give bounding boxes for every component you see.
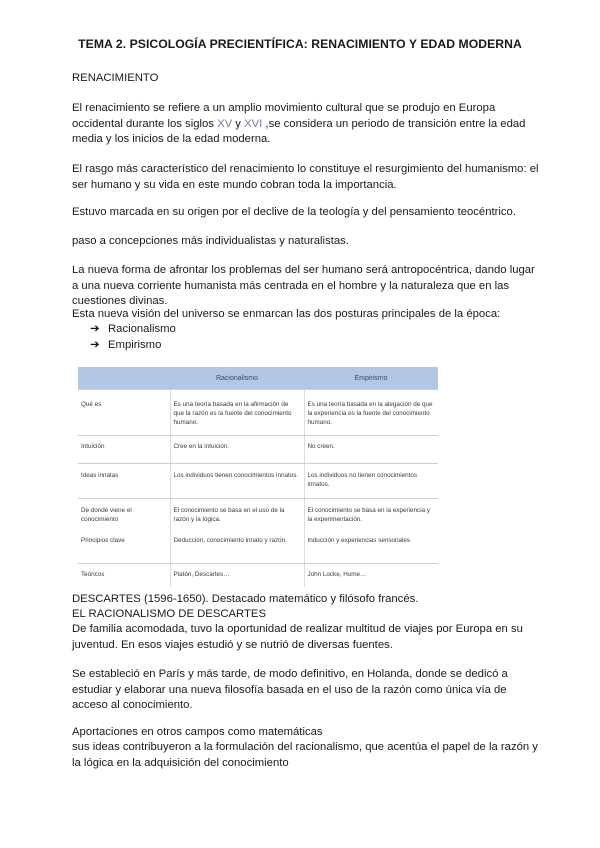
comparison-table — [78, 367, 438, 587]
table-cell: Intuición — [78, 436, 170, 464]
paragraph-ideas-racionalismo: sus ideas contribuyeron a la formulación del racionalismo, que acentúa el papel de la razón y la lógica en la adquisición del conocimiento — [72, 741, 538, 769]
arrow-right-icon: ➔ — [90, 338, 100, 351]
paragraph-renacimiento-definition — [72, 101, 542, 148]
table-row — [78, 499, 438, 532]
arrow-right-icon: ➔ — [90, 323, 100, 335]
section-heading-renacimiento: RENACIMIENTO — [72, 72, 159, 84]
table-row — [78, 531, 438, 564]
paragraph-aportaciones: Aportaciones en otros campos como matemáticas — [72, 726, 323, 738]
paragraph-humanismo: El rasgo más característico del renacimiento lo constituye el resurgimiento del humanismo: el ser humano y su vida en este mundo cobran toda la importancia. — [72, 163, 539, 191]
table-row — [78, 390, 438, 436]
century-xvi: XVI — [244, 117, 263, 130]
list-item-label: Racionalismo — [108, 323, 176, 335]
table-row — [78, 564, 438, 588]
table-cell: Es una teoría basada en la afirmación de que la razón es la fuente del conocimiento humano. — [170, 390, 304, 436]
paragraph-text: El renacimiento se refiere a un amplio movimiento cultural que se produjo en Europa occidental durante los siglos — [72, 102, 496, 130]
list-item — [90, 322, 176, 338]
table-cell: No creen. — [304, 436, 438, 464]
table-cell: Es una teoría basada en la alegación de que la experiencia es la fuente del conocimiento humano. — [304, 390, 438, 436]
table-cell: Inducción y experiencias sensoriales — [304, 531, 438, 564]
table-header-cell: Racionalismo — [170, 367, 304, 390]
paragraph-text: ,se considera un periodo de transición entre la edad media y los inicios de la edad moderna. — [72, 117, 526, 146]
paragraph-concepciones: paso a concepciones más individualistas y naturalistas. — [72, 235, 349, 247]
section-heading-racionalismo-descartes: EL RACIONALISMO DE DESCARTES — [72, 608, 266, 620]
table-cell: Cree en la intuición. — [170, 436, 304, 464]
list-item — [90, 338, 176, 354]
table-row — [78, 436, 438, 464]
table-cell: Ideas innatas — [78, 464, 170, 499]
table-cell: Principios clave — [78, 531, 170, 564]
table-cell: Los individuos no tienen conocimientos innatos. — [304, 464, 438, 499]
table-cell: El conocimiento se basa en la experiencia y la experimentación. — [304, 499, 438, 532]
table-cell: Platón, Descartes… — [170, 564, 304, 588]
table-cell: Los individuos tienen conocimientos innatos. — [170, 464, 304, 499]
list-item-label: Empirismo — [108, 338, 162, 351]
paragraph-paris-holanda: Se estableció en París y más tarde, de modo definitivo, en Holanda, donde se dedicó a estudiar y elaborar una nueva filosofía basada en el uso de la razón como única vía de acceso al conocimiento. — [72, 668, 508, 712]
table-cell: Deducción, conocimiento innato y razón. — [170, 531, 304, 564]
table-row — [78, 464, 438, 499]
century-xv: XV — [217, 117, 233, 130]
table-header-cell: Empirismo — [304, 367, 438, 390]
page-title: TEMA 2. PSICOLOGÍA PRECIENTÍFICA: RENACIMIENTO Y EDAD MODERNA — [78, 37, 522, 51]
paragraph-descartes: DESCARTES (1596-1650). Destacado matemático y filósofo francés. — [72, 593, 419, 605]
paragraph-declive-teologia: Estuvo marcada en su origen por el declive de la teología y del pensamiento teocéntrico. — [72, 206, 516, 218]
table-header-cell — [78, 367, 170, 390]
paragraph-posturas: Esta nueva visión del universo se enmarcan las dos posturas principales de la época: — [72, 308, 501, 320]
table-header-row — [78, 367, 438, 390]
paragraph-text: y — [232, 117, 245, 130]
posturas-list — [90, 322, 176, 353]
table-cell: El conocimiento se basa en el uso de la razón y la lógica. — [170, 499, 304, 532]
paragraph-familia: De familia acomodada, tuvo la oportunidad de realizar multitud de viajes por Europa en su juventud. En esos viajes estudió y se nutrió de diversas fuentes. — [72, 623, 523, 651]
table-cell: Teóricos — [81, 571, 105, 578]
table-cell: De donde viene el conocimiento — [81, 507, 132, 523]
table-cell: Qué es — [78, 390, 170, 436]
paragraph-antropocentrica: La nueva forma de afrontar los problemas del ser humano será antropocéntrica, dando lugar a una nueva corriente humanista más centrada en el hombre y la naturaleza que en las cuestiones divinas. — [72, 264, 535, 308]
table-cell: John Locke, Hume… — [304, 564, 438, 588]
